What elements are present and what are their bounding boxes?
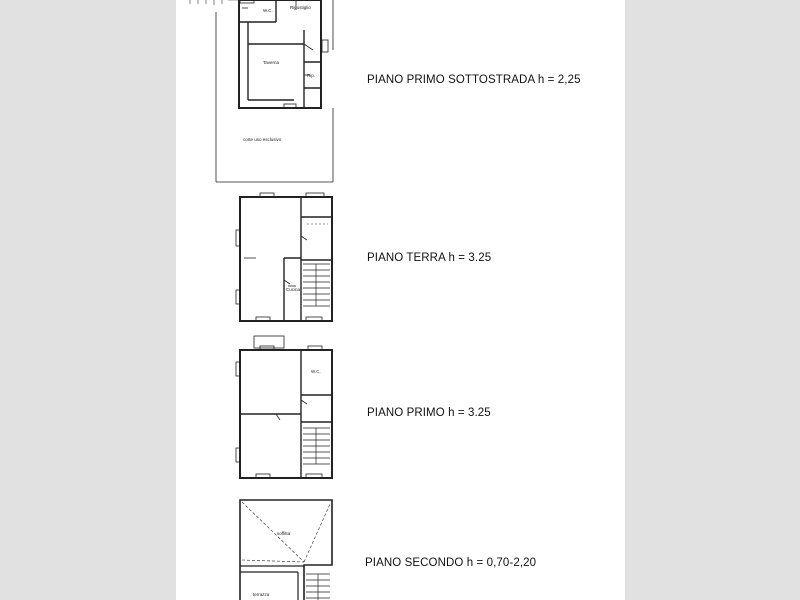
- room-label-rip: Rip.: [307, 73, 316, 78]
- room-label-wc-sottostrada: W.C.: [263, 8, 273, 13]
- room-label-cucina: Cucina: [286, 287, 301, 292]
- plan-terra: [236, 193, 332, 321]
- floor-label-sottostrada: PIANO PRIMO SOTTOSTRADA h = 2,25: [367, 74, 581, 86]
- floor-label-secondo: PIANO SECONDO h = 0,70-2,20: [365, 557, 537, 569]
- inner-walls-terra: [284, 197, 332, 321]
- inner-walls-sottostrada: [239, 0, 321, 108]
- inner-walls-secondo: [240, 566, 304, 600]
- openings-primo: [236, 336, 322, 478]
- room-label-corte: corte uso esclusivo: [243, 137, 282, 142]
- plan-secondo: [240, 500, 332, 600]
- courtyard-outline: [216, 0, 333, 182]
- stair-primo: [303, 428, 330, 464]
- room-label-soffitta: soffitta: [277, 531, 291, 536]
- floor-label-primo: PIANO PRIMO h = 3.25: [367, 407, 491, 419]
- room-label-terrazza: terrazza: [253, 592, 270, 597]
- room-label-ripostiglio: Ripostiglio: [290, 5, 311, 10]
- stair-secondo: [306, 574, 330, 600]
- building-walls-sottostrada: [239, 0, 321, 108]
- room-label-taverna: Taverna: [263, 60, 280, 65]
- floor-label-terra: PIANO TERRA h = 3.25: [367, 252, 492, 264]
- plan-primo: [236, 336, 332, 478]
- outer-walls-terra: [240, 197, 332, 321]
- openings-sottostrada: [240, 0, 328, 108]
- stair-terra: [303, 264, 330, 306]
- floor-plans-drawing: [176, 0, 625, 600]
- plan-sottostrada: [216, 0, 333, 182]
- room-label-wc-primo: W.C.: [311, 369, 321, 374]
- openings-terra: [236, 193, 324, 321]
- drawing-sheet: [176, 0, 625, 600]
- top-margin-marks: [190, 0, 246, 5]
